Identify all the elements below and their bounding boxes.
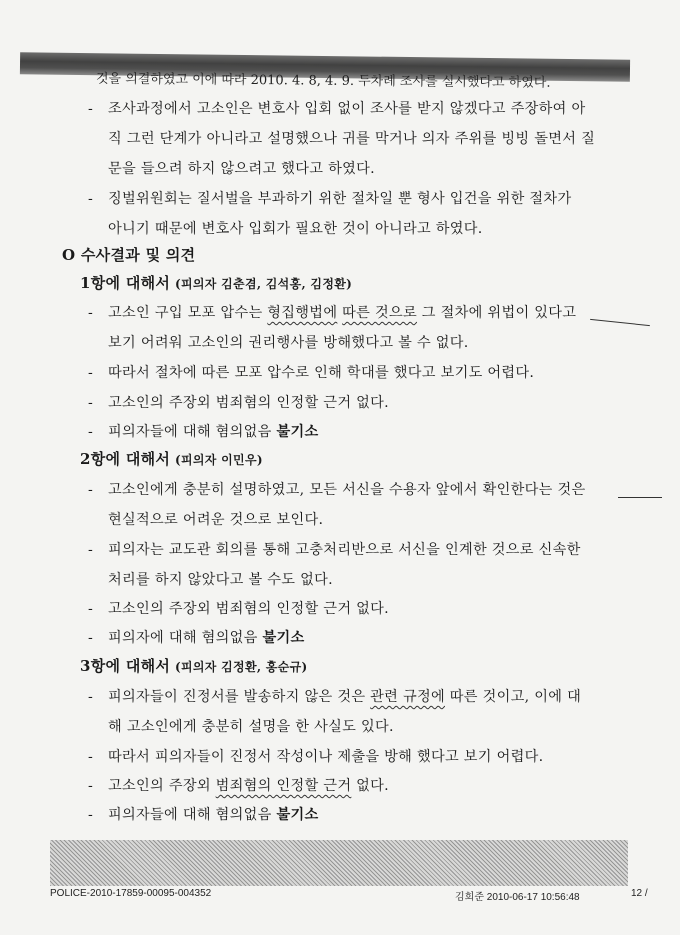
- footer-page-number: 12 /: [631, 888, 648, 899]
- item3-line-4: - 고소인의 주장외 범죄혐의 인정할 근거 없다.: [88, 778, 389, 794]
- item3-line-1: - 피의자들이 진정서를 발송하지 않은 것은 관련 규정에 따른 것이고, 이에 대: [88, 689, 582, 705]
- stray-pen-mark-1: [590, 319, 650, 326]
- stray-pen-mark-2: [618, 497, 662, 498]
- footer-doc-id: POLICE-2010-17859-00095-004352: [50, 888, 212, 899]
- item1-line-4: - 고소인의 주장외 범죄혐의 인정할 근거 없다.: [88, 395, 389, 411]
- intro-line-2: 직 그런 단계가 아니라고 설명했으나 귀를 막거나 의자 주위를 빙빙 돌면서 질: [108, 131, 596, 147]
- intro-line-1: - 조사과정에서 고소인은 변호사 입회 없이 조사를 받지 않겠다고 주장하여 아: [88, 101, 586, 117]
- intro-line-3: 문을 들으려 하지 않으려고 했다고 하였다.: [108, 161, 375, 177]
- item2-line-5: - 고소인의 주장외 범죄혐의 인정할 근거 없다.: [88, 601, 389, 617]
- item2-line-3: - 피의자는 교도관 회의를 통해 고충처리반으로 서신을 인계한 것으로 신속한: [88, 542, 581, 558]
- item2-line-2: 현실적으로 어려운 것으로 보인다.: [108, 512, 324, 528]
- item3-line-2: 해 고소인에게 충분히 설명을 한 사실도 있다.: [108, 719, 394, 735]
- intro-line-4: - 징벌위원회는 질서벌을 부과하기 위한 절차일 뿐 형사 입건을 위한 절차가: [88, 191, 572, 207]
- item2-line-6: - 피의자에 대해 혐의없음 불기소: [88, 630, 305, 646]
- item3-line-3: - 따라서 피의자들이 진정서 작성이나 제출을 방해 했다고 보기 어렵다.: [88, 749, 544, 765]
- item1-line-3: - 따라서 절차에 따른 모포 압수로 인해 학대를 했다고 보기도 어렵다.: [88, 365, 535, 381]
- section-heading: O 수사결과 및 의견: [62, 246, 196, 264]
- top-partial-line: 것을 의결하였고 이에 따라 2010. 4. 8, 4. 9. 두차례 조사를 실시했다고 하였다.: [95, 71, 551, 91]
- item3-line-5: - 피의자들에 대해 혐의없음 불기소: [88, 807, 319, 823]
- intro-line-5: 아니기 때문에 변호사 입회가 필요한 것이 아니라고 하였다.: [108, 221, 483, 237]
- item2-line-4: 처리를 하지 않았다고 볼 수도 없다.: [108, 572, 333, 588]
- redaction-noise-block: [50, 840, 628, 886]
- item1-line-1: - 고소인 구입 모포 압수는 형집행법에 따른 것으로 그 절차에 위법이 있다고: [88, 305, 577, 321]
- item1-line-2: 보기 어려워 고소인의 권리행사를 방해했다고 볼 수 없다.: [108, 335, 469, 351]
- item1-line-5: - 피의자들에 대해 혐의없음 불기소: [88, 424, 319, 440]
- item1-heading: 1항에 대해서 (피의자 김춘겸, 김석홍, 김정환): [80, 274, 353, 292]
- item2-line-1: - 고소인에게 충분히 설명하였고, 모든 서신을 수용자 앞에서 확인한다는 것은: [88, 482, 586, 498]
- item3-heading: 3항에 대해서 (피의자 김정환, 홍순규): [80, 657, 308, 675]
- footer-stamp: 김희준 2010-06-17 10:56:48: [455, 892, 580, 903]
- item2-heading: 2항에 대해서 (피의자 이민우): [80, 450, 263, 468]
